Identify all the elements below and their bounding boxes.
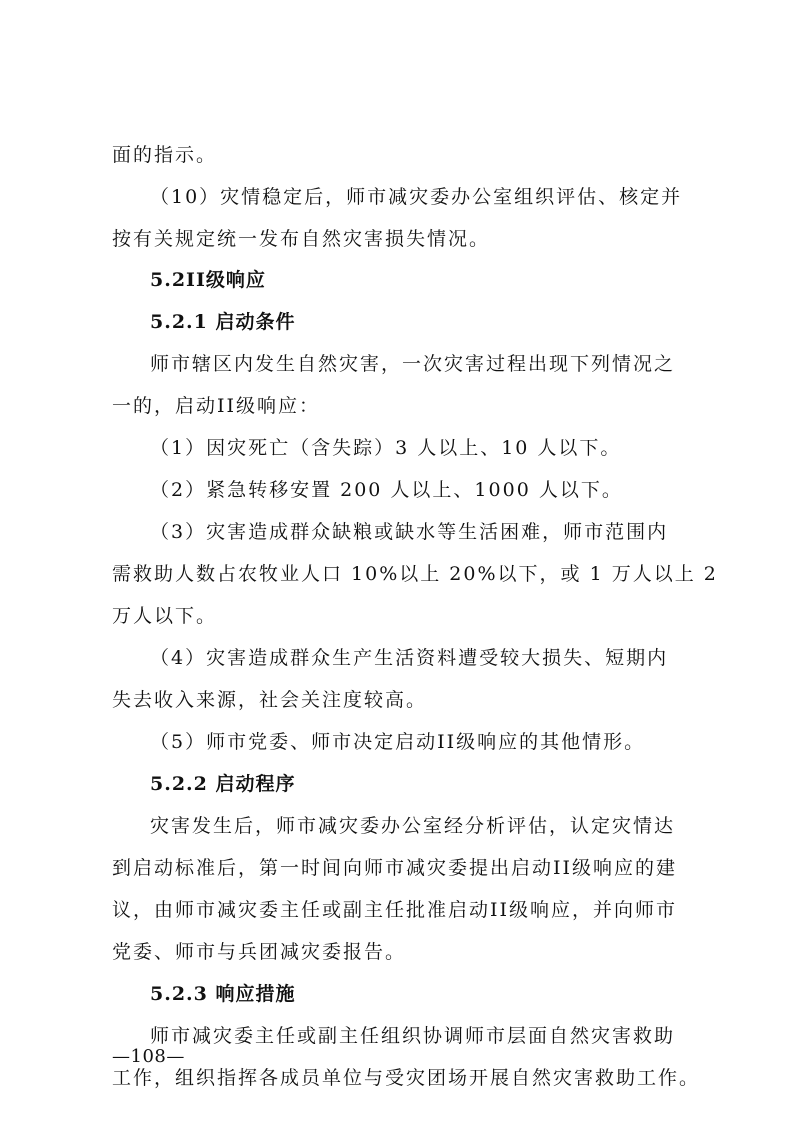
paragraph-line-7: 一的，启动II级响应：: [112, 395, 321, 417]
paragraph-line-3: 按有关规定统一发布自然灾害损失情况。: [112, 228, 491, 250]
section-heading-5-2-3: 5.2.3 响应措施: [150, 983, 296, 1005]
list-item-5: （5）师市党委、师市决定启动II级响应的其他情形。: [150, 731, 646, 753]
paragraph-line-2: （10）灾情稳定后，师市减灾委办公室组织评估、核定并: [150, 186, 683, 208]
list-item-4-line-2: 失去收入来源，社会关注度较高。: [112, 689, 428, 711]
page-number: —108—: [112, 1046, 185, 1067]
list-item-4-line-1: （4）灾害造成群众生产生活资料遭受较大损失、短期内: [150, 647, 669, 669]
section-heading-5-2-2: 5.2.2 启动程序: [150, 773, 296, 795]
section-heading-5-2: 5.2II级响应: [150, 269, 266, 291]
paragraph-line-17: 灾害发生后，师市减灾委办公室经分析评估，认定灾情达: [150, 815, 676, 837]
paragraph-line-22: 师市减灾委主任或副主任组织协调师市层面自然灾害救助: [150, 1025, 676, 1047]
paragraph-line-23: 工作，组织指挥各成员单位与受灾团场开展自然灾害救助工作。: [112, 1067, 701, 1089]
section-heading-5-2-1: 5.2.1 启动条件: [150, 311, 296, 333]
paragraph-line-19: 议，由师市减灾委主任或副主任批准启动II级响应，并向师市: [112, 899, 678, 921]
list-item-3-line-1: （3）灾害造成群众缺粮或缺水等生活困难，师市范围内: [150, 521, 669, 543]
paragraph-line-20: 党委、师市与兵团减灾委报告。: [112, 941, 407, 963]
list-item-3-line-3: 万人以下。: [112, 605, 218, 627]
paragraph-line-18: 到启动标准后，第一时间向师市减灾委提出启动II级响应的建: [112, 857, 678, 879]
list-item-3-line-2: 需救助人数占农牧业人口 10%以上 20%以下，或 1 万人以上 2: [112, 563, 718, 585]
list-item-2: （2）紧急转移安置 200 人以上、1000 人以下。: [150, 479, 623, 501]
paragraph-line-6: 师市辖区内发生自然灾害，一次灾害过程出现下列情况之: [150, 353, 676, 375]
paragraph-line-1: 面的指示。: [112, 144, 218, 166]
list-item-1: （1）因灾死亡（含失踪）3 人以上、10 人以下。: [150, 437, 622, 459]
